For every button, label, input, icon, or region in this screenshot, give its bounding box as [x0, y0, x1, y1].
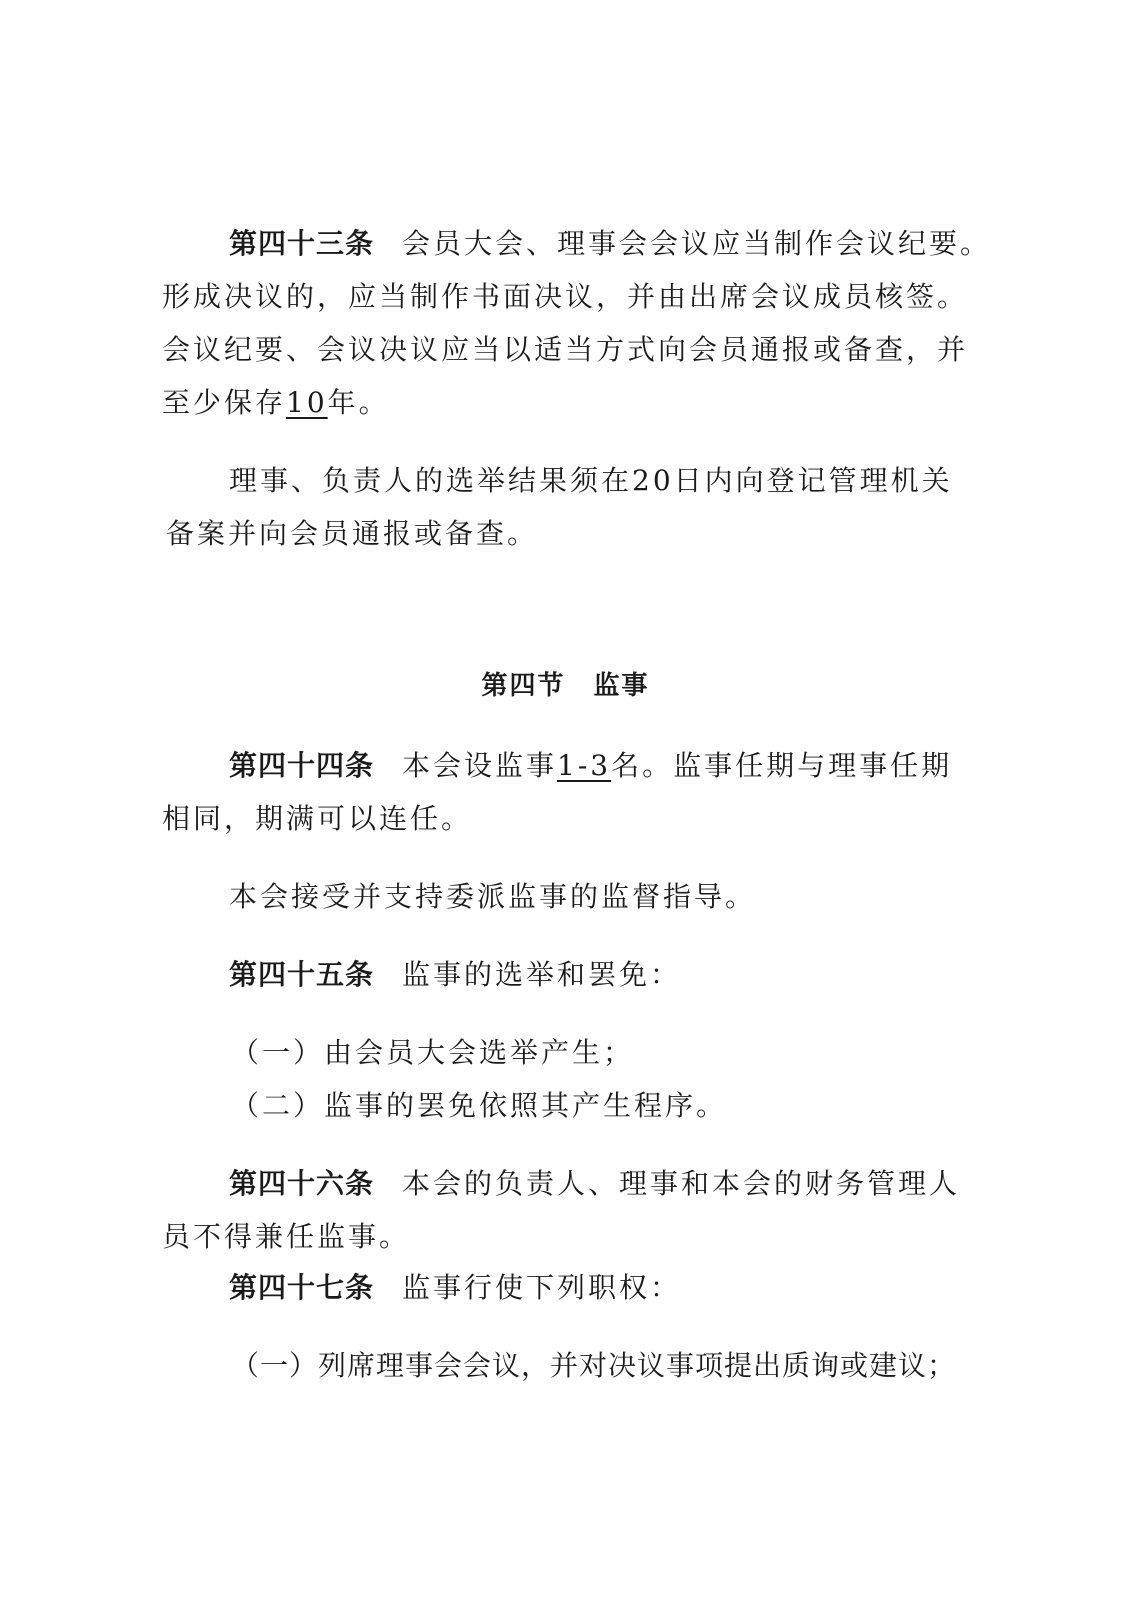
retention-years: 10 — [286, 386, 328, 419]
article-43-line-4-pre: 至少保存 — [162, 386, 287, 419]
article-44-p2: 本会接受并支持委派监事的监督指导。 — [229, 880, 757, 913]
article-46-line-1 — [229, 1164, 960, 1204]
article-45-item-1: （一）由会员大会选举产生； — [231, 1036, 635, 1069]
article-43-text: 会员大会、理事会会议应当制作会议纪要。 — [402, 227, 992, 260]
article-43-line-3: 会议纪要、会议决议应当以适当方式向会员通报或备查，并 — [162, 333, 969, 366]
article-43-line-1 — [229, 224, 991, 264]
article-44-line-1-pre: 本会设监事 — [402, 749, 558, 782]
article-46-text: 本会的负责人、理事和本会的财务管理人 — [402, 1167, 961, 1200]
article-47-text: 监事行使下列职权： — [402, 1271, 682, 1304]
article-46-line-2: 员不得兼任监事。 — [162, 1220, 411, 1253]
article-45-title: 第四十五条 — [229, 958, 375, 991]
article-43-p2-line-1: 理事、负责人的选举结果须在20日内向登记管理机关 — [229, 464, 953, 497]
article-44-line-1 — [229, 746, 952, 786]
article-47-title: 第四十七条 — [229, 1271, 375, 1304]
article-43-line-2: 形成决议的，应当制作书面决议，并由出席会议成员核签。 — [162, 280, 969, 313]
supervisor-count: 1-3 — [557, 749, 612, 782]
article-44-line-1-post: 名。监事任期与理事任期 — [611, 749, 953, 782]
article-43-line-4-post: 年。 — [327, 386, 390, 419]
article-43-line-4 — [162, 383, 390, 423]
article-45-item-2: （二）监事的罢免依照其产生程序。 — [231, 1089, 728, 1122]
article-44-title: 第四十四条 — [229, 749, 375, 782]
article-46-title: 第四十六条 — [229, 1167, 375, 1200]
article-43-title: 第四十三条 — [229, 227, 375, 260]
section-heading: 第四节 监事 — [481, 671, 650, 701]
article-43-p2-line-2: 备案并向会员通报或备查。 — [166, 517, 539, 550]
article-47-item-1: （一）列席理事会会议，并对决议事项提出质询或建议； — [231, 1349, 957, 1382]
article-45-line-1 — [229, 955, 681, 995]
article-45-text: 监事的选举和罢免： — [402, 958, 682, 991]
article-44-line-2: 相同，期满可以连任。 — [162, 802, 473, 835]
article-47-line-1 — [229, 1268, 681, 1308]
